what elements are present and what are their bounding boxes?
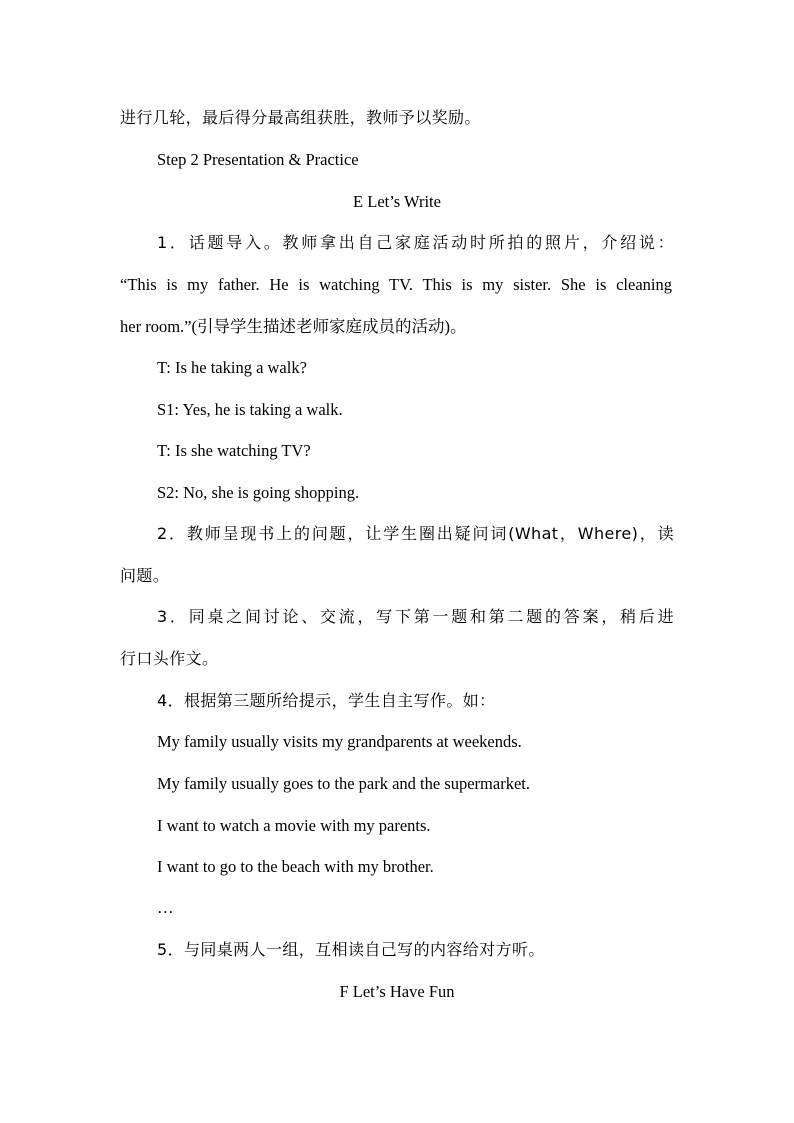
dialogue-line: T: Is he taking a walk? bbox=[157, 358, 307, 377]
ellipsis-line: … bbox=[157, 898, 174, 917]
paragraph-line: 4．根据第三题所给提示，学生自主写作。如： bbox=[157, 691, 496, 710]
paragraph-line: 问题。 bbox=[120, 566, 170, 585]
paragraph-line: 1．话题导入。教师拿出自己家庭活动时所拍的照片，介绍说： bbox=[157, 233, 674, 252]
section-heading-e: E Let’s Write bbox=[353, 192, 441, 211]
example-line: I want to watch a movie with my parents. bbox=[157, 816, 431, 835]
section-heading-f: F Let’s Have Fun bbox=[339, 982, 455, 1001]
paragraph-line: 进行几轮，最后得分最高组获胜，教师予以奖励。 bbox=[120, 108, 481, 127]
paragraph-line: 5．与同桌两人一组，互相读自己写的内容给对方听。 bbox=[157, 940, 545, 959]
step-heading: Step 2 Presentation & Practice bbox=[157, 150, 359, 169]
example-line: My family usually goes to the park and the supermarket. bbox=[157, 774, 530, 793]
dialogue-line: S2: No, she is going shopping. bbox=[157, 483, 360, 502]
dialogue-line: S1: Yes, he is taking a walk. bbox=[157, 400, 343, 419]
example-line: I want to go to the beach with my brother. bbox=[157, 857, 434, 876]
paragraph-line: her room.”(引导学生描述老师家庭成员的活动)。 bbox=[120, 317, 467, 336]
paragraph-line: 行口头作文。 bbox=[120, 649, 219, 668]
paragraph-line: “This is my father. He is watching TV. This is my sister. She is cleaning bbox=[120, 275, 672, 294]
dialogue-line: T: Is she watching TV? bbox=[157, 441, 311, 460]
example-line: My family usually visits my grandparents at weekends. bbox=[157, 732, 522, 751]
paragraph-line: 2．教师呈现书上的问题，让学生圈出疑问词(What，Where)，读 bbox=[157, 524, 674, 543]
paragraph-line: 3．同桌之间讨论、交流，写下第一题和第二题的答案，稍后进 bbox=[157, 607, 674, 626]
